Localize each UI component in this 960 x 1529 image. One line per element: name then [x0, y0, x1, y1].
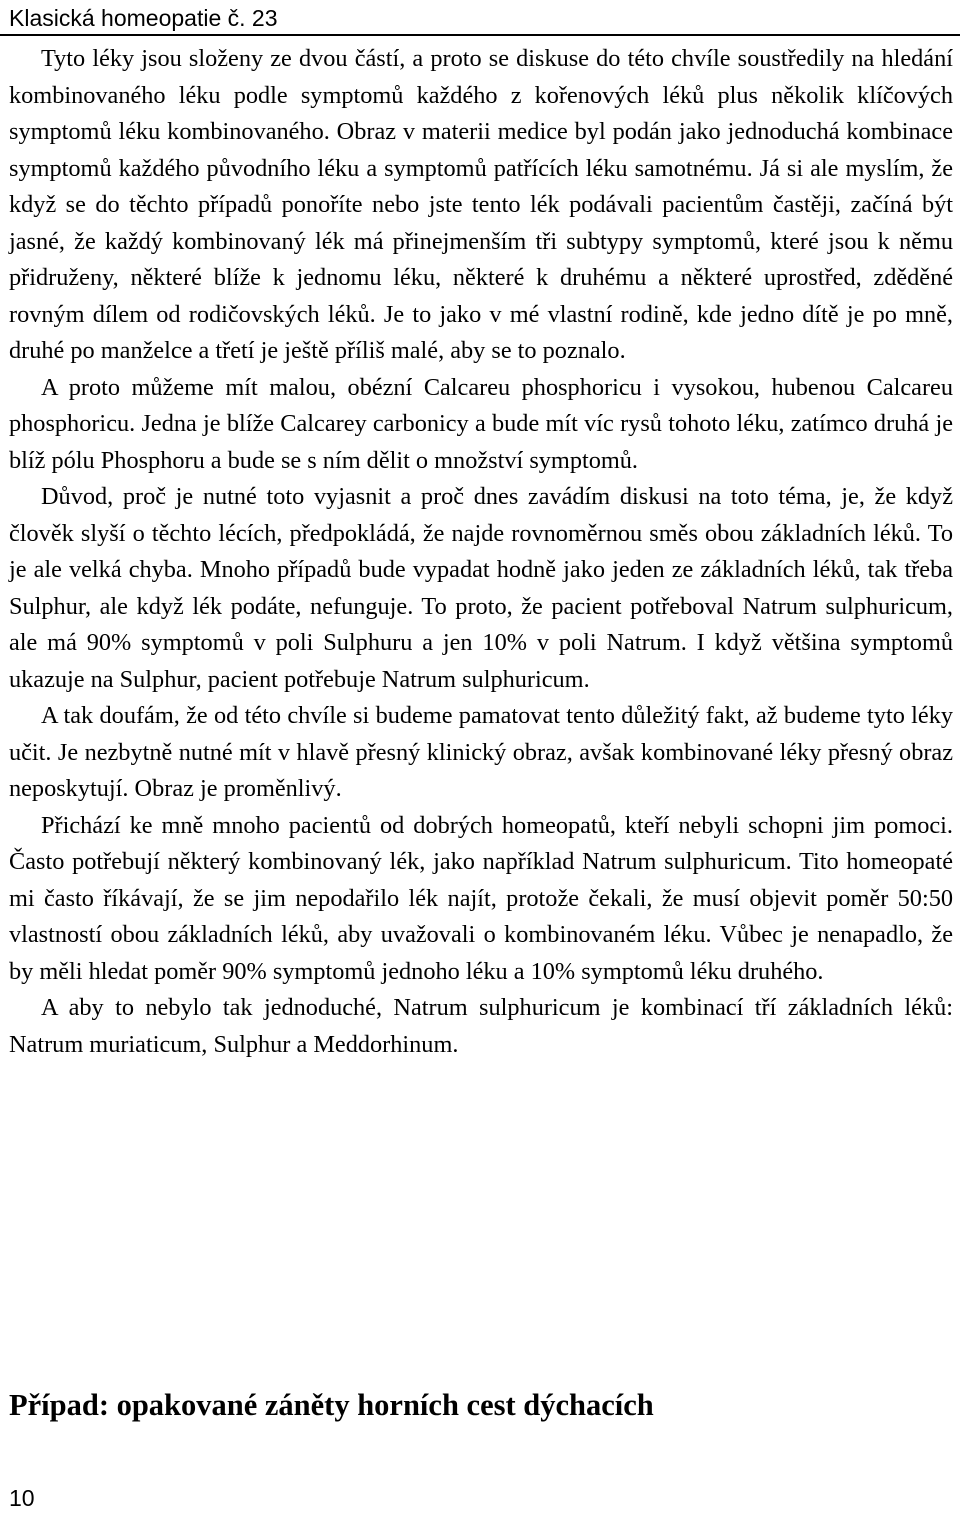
paragraph: Důvod, proč je nutné toto vyjasnit a proč dnes zavádím diskusi na toto téma, je, že když člověk slyší o těchto lécích, předpokládá, že najde rovnoměrnou směs obou základních léků. To je ale velká chyba. Mnoho případů bude vypadat hodně jako jeden ze základních léků, tak třeba Sulphur, ale když lék podáte, nefunguje. To proto, že pacient potřeboval Natrum sulphuricum, ale má 90% symptomů v poli Sulphuru a jen 10% v poli Natrum. I když většina symptomů ukazuje na Sulphur, pacient potřebuje Natrum sulphuricum. — [9, 483, 953, 693]
running-title: Klasická homeopatie č. 23 — [9, 5, 278, 31]
paragraph: Přichází ke mně mnoho pacientů od dobrých homeopatů, kteří nebyli schopni jim pomoci. Často potřebují některý kombinovaný lék, jako například Natrum sulphuricum. Tito homeopaté mi často říkávají, že se jim nepodařilo lék najít, protože čekali, že musí objevit poměr 50:50 vlastností obou základních léků, aby uvažovali o kombinovaném léku. Vůbec je nenapadlo, že by měli hledat poměr 90% symptomů jednoho léku a 10% symptomů léku druhého. — [9, 811, 953, 985]
running-header — [0, 0, 960, 36]
paragraph: A aby to nebylo tak jednoduché, Natrum sulphuricum je kombinací tří základních léků: Natrum muriaticum, Sulphur a Meddorhinum. — [9, 994, 953, 1058]
page-number: 10 — [9, 1485, 35, 1511]
section-heading: Případ: opakované záněty horních cest dýchacích — [9, 1388, 654, 1422]
article-body — [9, 36, 953, 1063]
paragraph: A tak doufám, že od této chvíle si budeme pamatovat tento důležitý fakt, až budeme tyto léky učit. Je nezbytně nutné mít v hlavě přesný klinický obraz, avšak kombinované léky přesný obraz neposkytují. Obraz je proměnlivý. — [9, 702, 953, 802]
paragraph: Tyto léky jsou složeny ze dvou částí, a proto se diskuse do této chvíle soustředily na hledání kombinovaného léku podle symptomů každého z kořenových léků plus několik klíčových symptomů léku kombinovaného. Obraz v materii medice byl podán jako jednoduchá kombinace symptomů každého původního léku a symptomů patřících léku samotnému. Já si ale myslím, že když se do těchto případů ponoříte nebo jste tento lék podávali pacientům častěji, začíná být jasné, že každý kombinovaný lék má přinejmenším tři subtypy symptomů, které jsou k němu přidruženy, některé blíže k jednomu léku, některé k druhému a některé uprostřed, zděděné rovným dílem od rodičovských léků. Je to jako v mé vlastní rodině, kde jedno dítě je po mně, druhé po manželce a třetí je ještě příliš malé, aby se to poznalo. — [9, 45, 953, 364]
paragraph: A proto můžeme mít malou, obézní Calcareu phosphoricu i vysokou, hubenou Calcareu phosphoricu. Jedna je blíže Calcarey carbonicy a bude mít víc rysů tohoto léku, zatímco druhá je blíž pólu Phosphoru a bude se s ním dělit o množství symptomů. — [9, 373, 953, 474]
